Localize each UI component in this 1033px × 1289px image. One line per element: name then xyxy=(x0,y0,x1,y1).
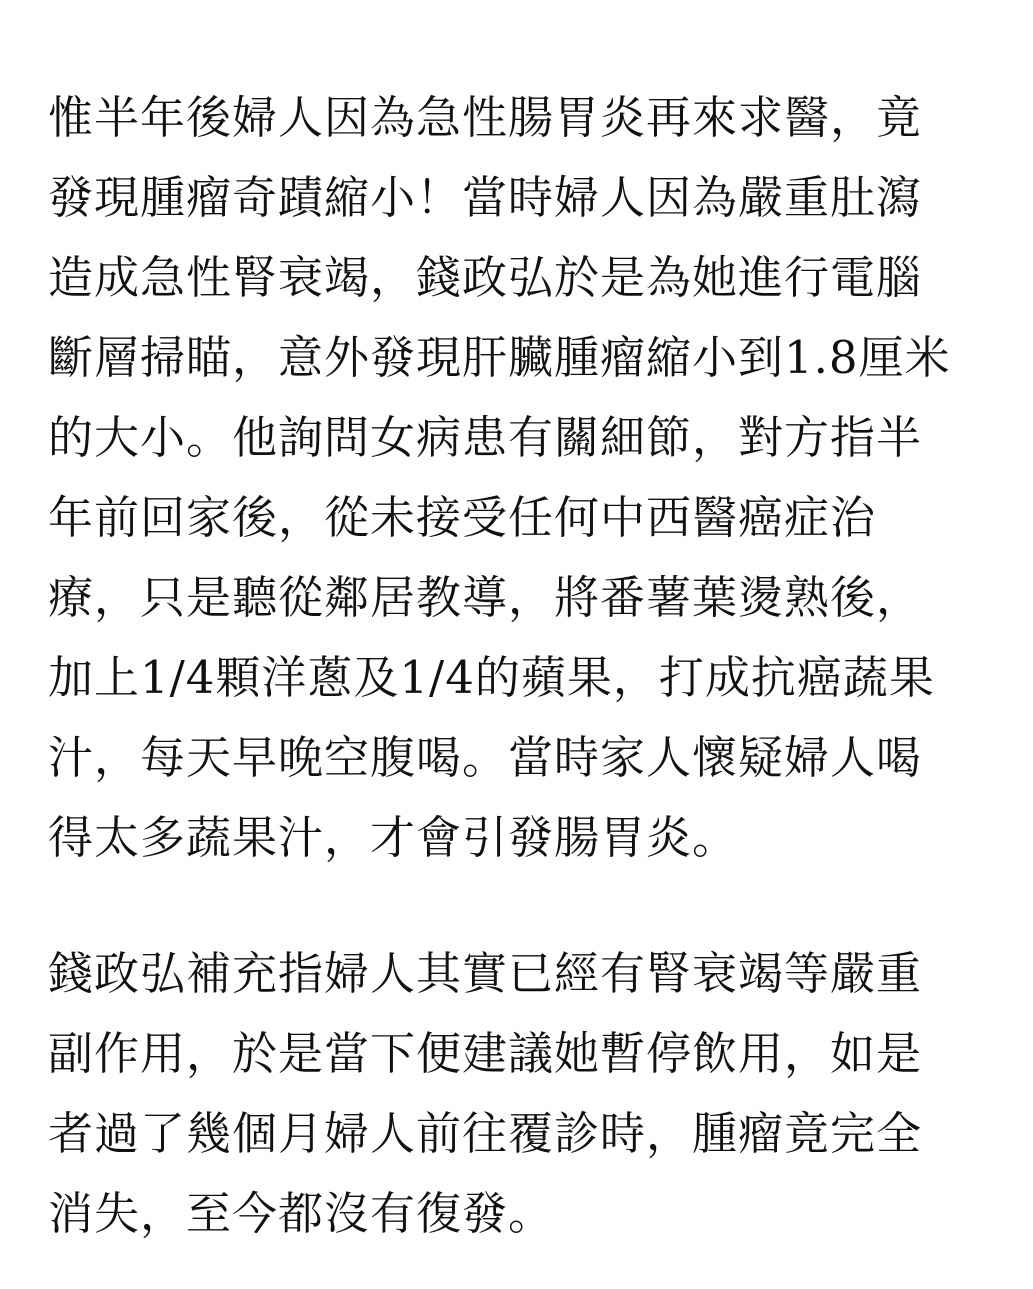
paragraph-2 xyxy=(48,934,1008,1254)
text-line: 汁，每天早晚空腹喝。當時家人懷疑婦人喝 xyxy=(48,731,923,784)
text-line: 者過了幾個月婦人前往覆診時，腫瘤竟完全 xyxy=(48,1107,923,1160)
text-line: 消失，至今都沒有復發。 xyxy=(48,1187,555,1240)
text-line: 惟半年後婦人因為急性腸胃炎再來求醫，竟 xyxy=(48,91,923,144)
text-line: 造成急性腎衰竭，錢政弘於是為她進行電腦 xyxy=(48,251,923,304)
paragraph-spacer xyxy=(48,878,1008,934)
text-line: 的大小。他詢問女病患有關細節，對方指半 xyxy=(48,411,923,464)
text-line: 加上1/4顆洋蔥及1/4的蘋果，打成抗癌蔬果 xyxy=(48,651,935,704)
text-line: 副作用，於是當下便建議她暫停飲用，如是 xyxy=(48,1027,923,1080)
paragraph-1 xyxy=(48,78,1008,878)
text-line: 錢政弘補充指婦人其實已經有腎衰竭等嚴重 xyxy=(48,947,923,1000)
article-body xyxy=(48,78,1008,1254)
text-line: 發現腫瘤奇蹟縮小！當時婦人因為嚴重肚瀉 xyxy=(48,171,923,224)
text-line: 斷層掃瞄，意外發現肝臟腫瘤縮小到1.8厘米 xyxy=(48,331,951,384)
text-line: 年前回家後，從未接受任何中西醫癌症治 xyxy=(48,491,877,544)
text-line: 療，只是聽從鄰居教導，將番薯葉燙熟後， xyxy=(48,571,923,624)
text-line: 得太多蔬果汁，才會引發腸胃炎。 xyxy=(48,811,739,864)
